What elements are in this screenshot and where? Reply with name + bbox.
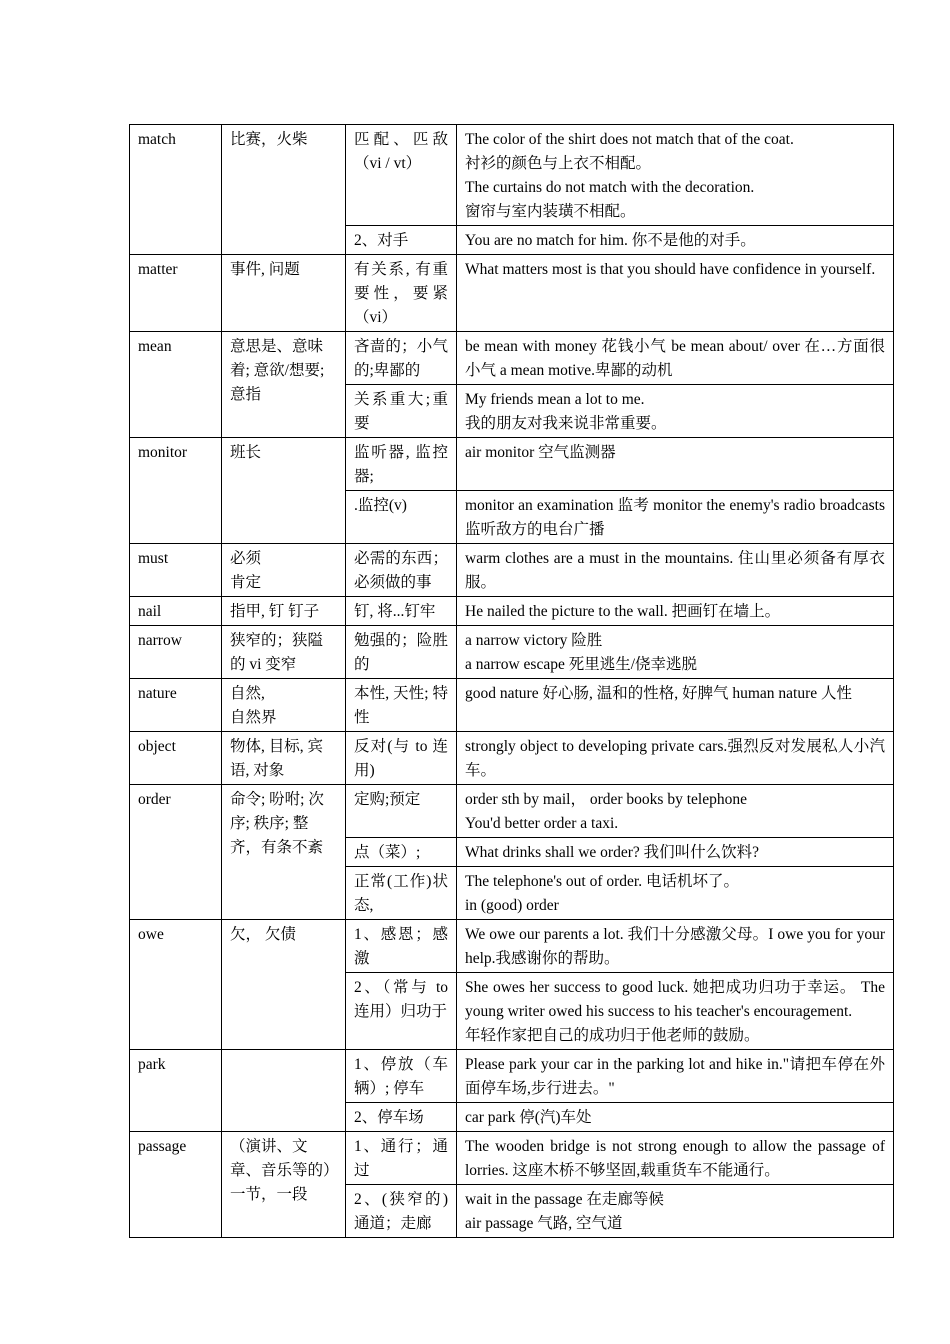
table-row [130,125,894,226]
sense-cell [346,785,457,838]
word-cell [130,1050,222,1132]
example-cell [457,125,894,226]
example-cell [457,226,894,255]
sense-cell [346,1185,457,1238]
sense-cell [346,973,457,1050]
chinese-meaning-cell-text: 意思是、意味着; 意欲/想要; 意指 [230,338,325,403]
sense-cell [346,1050,457,1103]
sense-cell [346,438,457,491]
sense-cell-text: 1、停放（车辆）; 停车 [354,1056,448,1097]
sense-cell-text: .监控(v) [354,497,407,514]
table-row [130,626,894,679]
sense-cell-text: 2、停车场 [354,1109,424,1126]
example-line: air monitor 空气监测器 [465,444,616,461]
sense-cell-text: 吝啬的；小气的;卑鄙的 [354,338,448,379]
table-row [130,920,894,973]
example-cell [457,679,894,732]
sense-cell-text: 关系重大;重要 [354,391,448,432]
sense-cell [346,1132,457,1185]
chinese-meaning-cell-text: （演讲、文章、音乐等的）一节，一段 [230,1138,331,1203]
chinese-meaning-cell [222,255,346,332]
word-cell [130,125,222,255]
table-row [130,1132,894,1185]
sense-cell [346,679,457,732]
word-cell [130,438,222,544]
example-cell [457,920,894,973]
chinese-meaning-cell [222,125,346,255]
example-line: 衬衫的颜色与上衣不相配。 [465,155,652,172]
sense-cell [346,867,457,920]
sense-cell [346,332,457,385]
sense-cell-text: 匹配、匹敌（vi / vt） [354,131,448,172]
sense-cell-text: 有关系, 有重要性，要紧（vi） [354,261,448,326]
word-cell-text: park [138,1056,166,1073]
sense-cell [346,597,457,626]
chinese-meaning-cell [222,1132,346,1238]
chinese-meaning-cell [222,1050,346,1132]
example-cell [457,785,894,838]
example-line: She owes her success to good luck. 她把成功归功于幸运。 The young writer owed his success to his teacher's encouragement. [465,979,885,1020]
word-cell-text: owe [138,926,164,943]
sense-cell-text: 定购;预定 [354,791,421,808]
chinese-meaning-cell-text: 自然, [230,685,265,702]
example-line: Please park your car in the parking lot and hike in."请把车停在外面停车场,步行进去。" [465,1056,885,1097]
sense-cell-text: 本性, 天性; 特性 [354,685,448,726]
word-cell-text: must [138,550,169,567]
chinese-meaning-cell [222,920,346,1050]
example-cell [457,255,894,332]
sense-cell-text: 反对(与 to 连用) [354,738,448,779]
chinese-meaning-cell [222,597,346,626]
example-cell [457,438,894,491]
example-line: good nature 好心肠, 温和的性格, 好脾气 human nature 人性 [465,685,853,702]
table-row [130,679,894,732]
example-cell [457,1103,894,1132]
word-cell-text: object [138,738,176,755]
example-cell [457,332,894,385]
sense-cell [346,125,457,226]
table-row [130,597,894,626]
sense-cell [346,920,457,973]
table-row [130,544,894,597]
example-line: a narrow escape 死里逃生/侥幸逃脱 [465,656,698,673]
example-line: What drinks shall we order? 我们叫什么饮料? [465,844,760,861]
chinese-meaning-cell [222,544,346,597]
example-cell [457,544,894,597]
example-cell [457,732,894,785]
word-cell [130,255,222,332]
example-cell [457,867,894,920]
sense-cell-text: 必需的东西；必须做的事 [354,550,448,591]
chinese-meaning-cell-text: 命令; 吩咐; 次序; 秩序; 整齐，有条不紊 [230,791,324,856]
sense-cell-text: 点（菜）; [354,844,421,861]
sense-cell-text: 1、通行；通过 [354,1138,448,1179]
sense-cell-text: 勉强的；险胜的 [354,632,448,673]
word-cell [130,597,222,626]
word-cell-text: monitor [138,444,188,461]
example-line: 窗帘与室内装璜不相配。 [465,203,636,220]
sense-cell-text: 2、(狭窄的) 通道；走廊 [354,1191,448,1232]
chinese-meaning-cell [222,785,346,920]
example-cell [457,626,894,679]
table-row [130,785,894,838]
chinese-meaning-cell-text: 狭窄的；狭隘的 vi 变窄 [230,632,324,673]
word-cell [130,332,222,438]
chinese-meaning-cell-text: 自然界 [230,709,277,726]
example-cell [457,1185,894,1238]
word-cell-text: mean [138,338,172,355]
example-line: be mean with money 花钱小气 be mean about/ over 在…方面很小气 a mean motive.卑鄙的动机 [465,338,885,379]
table-row [130,732,894,785]
example-line: order sth by mail， order books by telephone [465,791,747,808]
example-line: What matters most is that you should have confidence in yourself. [465,261,876,278]
example-line: warm clothes are a must in the mountains. 住山里必须备有厚衣服。 [465,550,885,591]
example-line: You'd better order a taxi. [465,815,619,832]
chinese-meaning-cell [222,438,346,544]
word-cell-text: nail [138,603,162,620]
example-cell [457,1050,894,1103]
chinese-meaning-cell-text: 指甲, 钉 钉子 [230,603,320,620]
example-line: The telephone's out of order. 电话机坏了。 [465,873,739,890]
word-cell-text: narrow [138,632,182,649]
example-line: car park 停(汽)车处 [465,1109,592,1126]
word-cell [130,626,222,679]
chinese-meaning-cell [222,732,346,785]
example-line: He nailed the picture to the wall. 把画钉在墙上。 [465,603,781,620]
chinese-meaning-cell-text: 比赛，火柴 [230,131,308,148]
word-cell-text: matter [138,261,178,278]
vocabulary-table-body [130,125,894,1238]
example-cell [457,838,894,867]
table-row [130,438,894,491]
sense-cell [346,255,457,332]
word-cell [130,544,222,597]
sense-cell-text: 监听器, 监控器; [354,444,448,485]
example-cell [457,491,894,544]
word-cell [130,1132,222,1238]
chinese-meaning-cell-text: 欠， 欠债 [230,926,296,943]
word-cell [130,920,222,1050]
sense-cell [346,732,457,785]
chinese-meaning-cell [222,679,346,732]
example-line: air passage 气路, 空气道 [465,1215,623,1232]
example-cell [457,597,894,626]
table-row [130,332,894,385]
word-cell [130,732,222,785]
sense-cell-text: 1、感恩；感激 [354,926,448,967]
sense-cell-text: 2、对手 [354,232,409,249]
sense-cell [346,626,457,679]
word-cell [130,679,222,732]
sense-cell [346,1103,457,1132]
example-cell [457,1132,894,1185]
example-cell [457,973,894,1050]
table-row [130,1050,894,1103]
word-cell-text: passage [138,1138,187,1155]
example-line: wait in the passage 在走廊等候 [465,1191,664,1208]
example-line: The color of the shirt does not match that of the coat. [465,131,794,148]
sense-cell [346,491,457,544]
example-cell [457,385,894,438]
chinese-meaning-cell-text: 必须 [230,550,262,567]
example-line: in (good) order [465,897,559,914]
sense-cell-text: 2、（常与 to 连用）归功于 [354,979,448,1020]
sense-cell [346,226,457,255]
example-line: You are no match for him. 你不是他的对手。 [465,232,756,249]
example-line: 年轻作家把自己的成功归于他老师的鼓励。 [465,1027,760,1044]
sense-cell [346,385,457,438]
table-row [130,255,894,332]
chinese-meaning-cell-text: 事件, 问题 [230,261,300,278]
word-cell [130,785,222,920]
sense-cell-text: 钉, 将...钉牢 [354,603,436,620]
chinese-meaning-cell [222,332,346,438]
example-line: We owe our parents a lot. 我们十分感激父母。I owe you for your help.我感谢你的帮助。 [465,926,885,967]
example-line: 我的朋友对我来说非常重要。 [465,415,667,432]
chinese-meaning-cell-text: 班长 [230,444,262,461]
example-line: a narrow victory 险胜 [465,632,603,649]
sense-cell [346,838,457,867]
example-line: strongly object to developing private cars.强烈反对发展私人小汽车。 [465,738,885,779]
word-cell-text: order [138,791,171,808]
example-line: The wooden bridge is not strong enough to allow the passage of lorries. 这座木桥不够坚固,载重货车不能通行。 [465,1138,885,1179]
chinese-meaning-cell [222,626,346,679]
chinese-meaning-cell-text: 物体, 目标, 宾语, 对象 [230,738,324,779]
chinese-meaning-cell-text: 肯定 [230,574,262,591]
example-line: monitor an examination 监考 monitor the enemy's radio broadcasts 监听敌方的电台广播 [465,497,885,538]
example-line: The curtains do not match with the decoration. [465,179,755,196]
sense-cell-text: 正常(工作)状态, [354,873,448,914]
sense-cell [346,544,457,597]
vocabulary-table [129,124,894,1238]
example-line: My friends mean a lot to me. [465,391,645,408]
word-cell-text: match [138,131,176,148]
word-cell-text: nature [138,685,177,702]
